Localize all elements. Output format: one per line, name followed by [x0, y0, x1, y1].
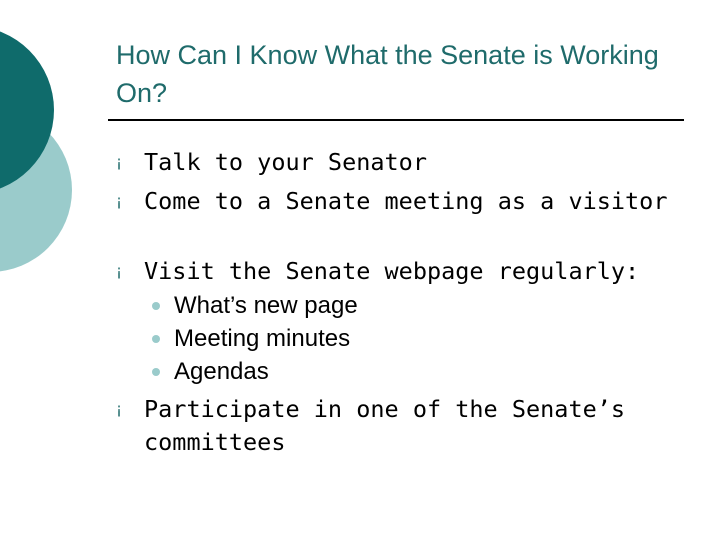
bullet-marker-icon: ¡: [116, 192, 123, 210]
bullet-marker-icon: ¡: [116, 400, 123, 418]
slide-title: How Can I Know What the Senate is Working On?: [116, 40, 659, 108]
sub-bullet-text: Agendas: [174, 358, 269, 385]
sub-bullet-item: [152, 291, 652, 321]
circle-bullet-icon: [152, 335, 160, 343]
sub-bullet-text: What’s new page: [174, 292, 358, 319]
bullet-text: Visit the Senate webpage regularly:: [144, 257, 640, 285]
bullet-marker-icon: ¡: [116, 153, 123, 171]
bullet-item: [116, 185, 676, 218]
bullet-item: [116, 393, 676, 459]
sub-bullet-item: [152, 357, 652, 387]
title-divider: [108, 119, 684, 121]
bullet-text: Come to a Senate meeting as a visitor: [144, 187, 668, 215]
circle-bullet-icon: [152, 302, 160, 310]
bullet-item: [116, 146, 676, 179]
sub-bullet-text: Meeting minutes: [174, 325, 351, 352]
bullet-text: Participate in one of the Senate’s committees: [144, 395, 626, 456]
decorative-circles: [0, 0, 80, 300]
bullet-marker-icon: ¡: [116, 262, 123, 280]
bullet-item: [116, 255, 676, 288]
bullet-text: Talk to your Senator: [144, 148, 427, 176]
sub-bullet-item: [152, 324, 652, 354]
circle-bullet-icon: [152, 368, 160, 376]
